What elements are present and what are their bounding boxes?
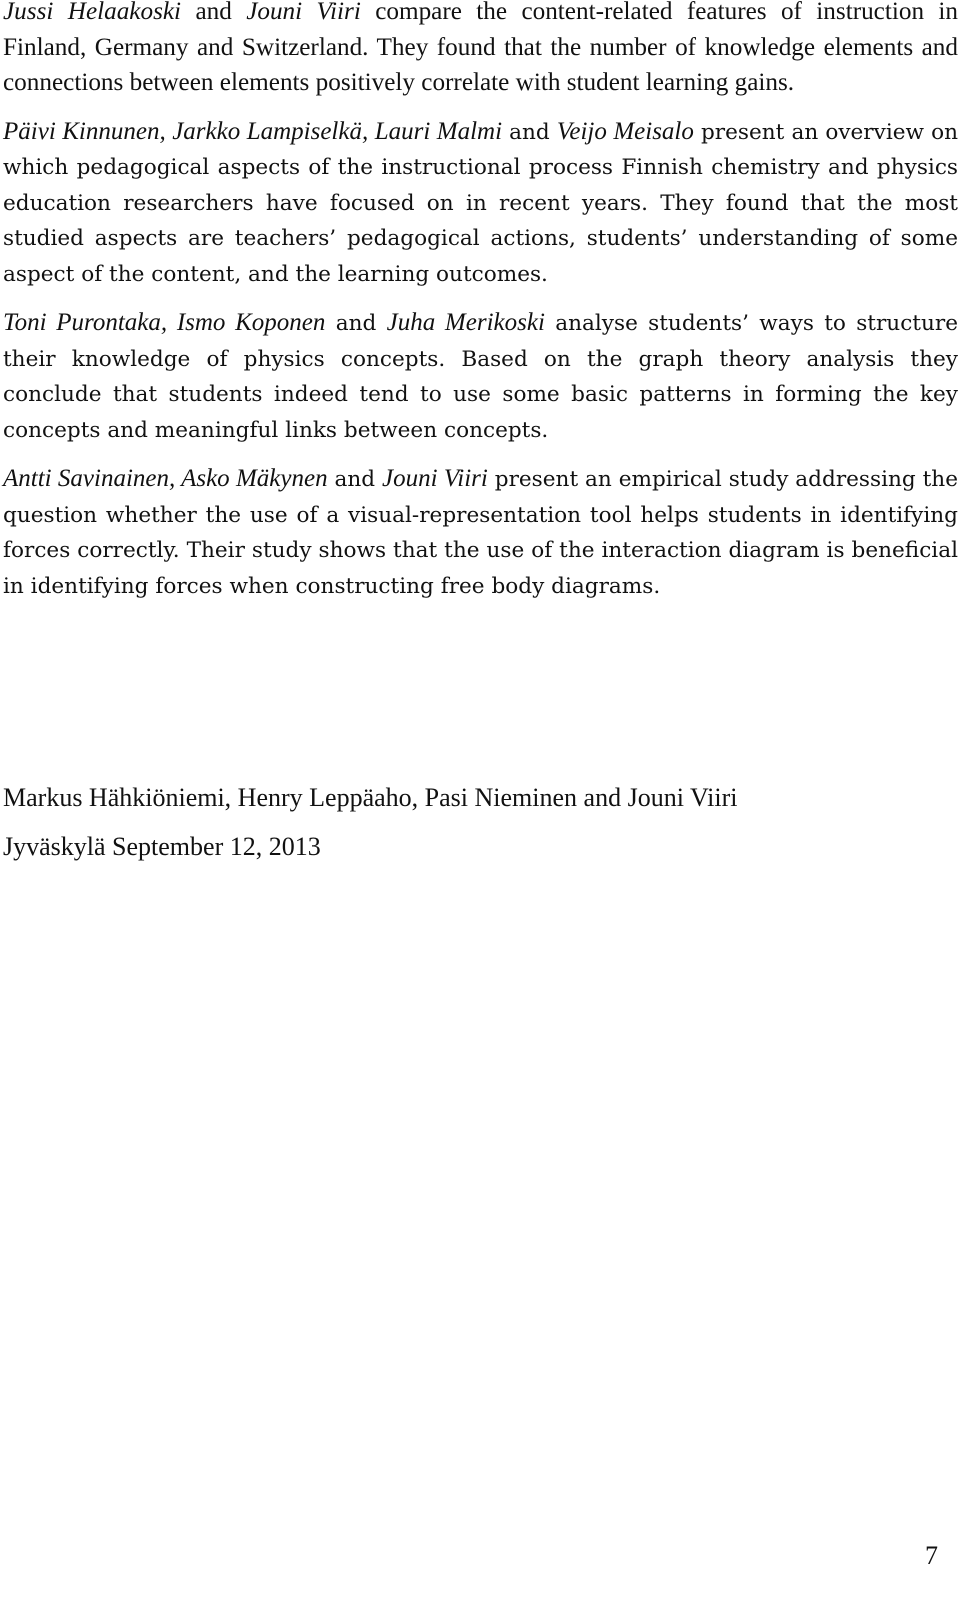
conjunction: and	[502, 119, 557, 145]
paragraph-kinnunen-et-al	[3, 114, 958, 293]
author-names: Jouni Viiri	[246, 0, 361, 25]
conjunction: and	[181, 0, 247, 25]
document-body	[3, 0, 958, 604]
author-names: Jussi Helaakoski	[3, 0, 182, 25]
paragraph-text: present an overview on which pedagogical aspects of the instructional process Finnish chemistry and physics education researchers have focused on in recent years. They found that the most studied aspects are teachers’ pedagogical actions, students’ understanding of some aspect of the content, and the learning outcomes.	[3, 119, 958, 287]
author-names: Jouni Viiri	[382, 465, 488, 492]
editors-signature: Markus Hähkiöniemi, Henry Leppäaho, Pasi Nieminen and Jouni Viiri	[3, 783, 738, 812]
author-names: Veijo Meisalo	[556, 117, 694, 145]
author-names: Juha Merikoski	[386, 309, 545, 336]
page-number: 7	[925, 1541, 938, 1570]
conjunction: and	[325, 311, 387, 336]
conjunction: and	[327, 467, 383, 492]
paragraph-text: present an empirical study addressing the question whether the use of a visual-representation tool helps students in identifying forces correctly. Their study shows that the use of the interaction diagram is beneficial in identifying forces when constructing free body diagrams.	[3, 467, 958, 599]
author-names: Antti Savinainen, Asko Mäkynen	[3, 465, 328, 492]
paragraph-text: compare the content-related features of instruction in Finland, Germany and Switzerland. They found that the number of knowledge elements and connections between elements positively correlate with student learning gains.	[3, 0, 958, 96]
author-names: Päivi Kinnunen, Jarkko Lampiselkä, Lauri Malmi	[3, 117, 503, 145]
paragraph-helaakoski-viiri	[3, 0, 958, 101]
place-and-date: Jyväskylä September 12, 2013	[3, 832, 321, 861]
paragraph-purontaka-et-al	[3, 305, 958, 448]
paragraph-text: analyse students’ ways to structure their knowledge of physics concepts. Based on the graph theory analysis they conclude that students indeed tend to use some basic patterns in forming the key concepts and meaningful links between concepts.	[3, 311, 958, 443]
author-names: Toni Purontaka, Ismo Koponen	[3, 309, 326, 336]
paragraph-savinainen-et-al	[3, 461, 958, 604]
